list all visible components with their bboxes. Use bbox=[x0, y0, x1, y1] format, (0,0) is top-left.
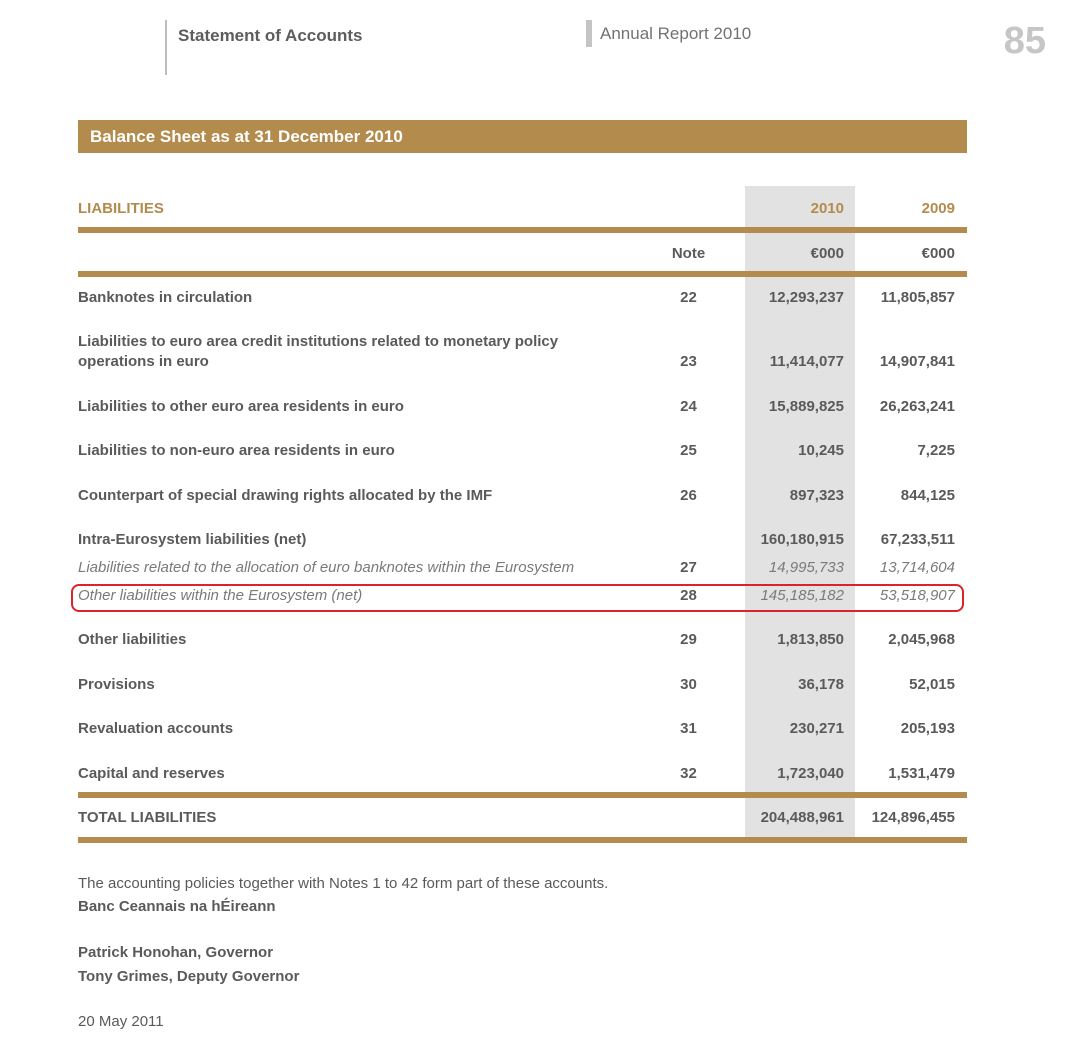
row-note: 32 bbox=[680, 765, 697, 782]
signatory-deputy-governor: Tony Grimes, Deputy Governor bbox=[78, 968, 300, 985]
row-value-2010: 897,323 bbox=[789, 487, 844, 504]
row-label: Capital and reserves bbox=[78, 765, 225, 782]
row-note: 23 bbox=[680, 353, 697, 370]
row-note: 31 bbox=[680, 720, 697, 737]
bank-name: Banc Ceannais na hÉireann bbox=[78, 898, 276, 915]
header-rule bbox=[78, 227, 967, 233]
unit-2010: €000 bbox=[810, 245, 844, 262]
sub-row-label: Other liabilities within the Eurosystem (net) bbox=[78, 587, 363, 604]
row-value-2010: 230,271 bbox=[789, 720, 844, 737]
total-label: TOTAL LIABILITIES bbox=[78, 809, 217, 826]
row-note: 22 bbox=[680, 289, 697, 306]
total-value-2009: 124,896,455 bbox=[871, 809, 955, 826]
row-value-2010: 1,723,040 bbox=[777, 765, 844, 782]
row-note: 25 bbox=[680, 442, 697, 459]
row-value-2009: 205,193 bbox=[900, 720, 955, 737]
row-value-2009: 14,907,841 bbox=[879, 353, 955, 370]
row-label-line2: operations in euro bbox=[78, 353, 209, 370]
report-title: Annual Report 2010 bbox=[600, 24, 752, 43]
row-label: Counterpart of special drawing rights allocated by the IMF bbox=[78, 487, 493, 504]
row-note: 24 bbox=[680, 398, 697, 415]
row-note: 28 bbox=[680, 587, 697, 604]
header-divider bbox=[165, 20, 167, 75]
year-2009-header: 2009 bbox=[921, 200, 955, 217]
header-marker bbox=[586, 20, 592, 47]
row-value-2009: 7,225 bbox=[917, 442, 955, 459]
row-value-2010: 145,185,182 bbox=[760, 587, 844, 604]
row-label: Provisions bbox=[78, 676, 155, 693]
row-value-2009: 11,805,857 bbox=[880, 289, 955, 306]
row-value-2010: 14,995,733 bbox=[768, 559, 844, 576]
row-value-2009: 52,015 bbox=[909, 676, 955, 693]
page-title: Balance Sheet as at 31 December 2010 bbox=[90, 127, 403, 146]
row-label: Banknotes in circulation bbox=[78, 289, 253, 306]
row-note: 26 bbox=[680, 487, 697, 504]
row-label: Intra-Eurosystem liabilities (net) bbox=[78, 531, 307, 548]
total-bottom-rule bbox=[78, 837, 967, 843]
year-2010-header: 2010 bbox=[810, 200, 844, 217]
section-title: Statement of Accounts bbox=[178, 26, 363, 45]
unit-2009: €000 bbox=[921, 245, 955, 262]
total-top-rule bbox=[78, 792, 967, 798]
row-value-2009: 1,531,479 bbox=[888, 765, 955, 782]
sub-row-label: Liabilities related to the allocation of euro banknotes within the Eurosystem bbox=[78, 559, 575, 576]
total-value-2010: 204,488,961 bbox=[760, 809, 844, 826]
row-note: 29 bbox=[680, 631, 697, 648]
liabilities-heading: LIABILITIES bbox=[78, 200, 164, 217]
page-number: 85 bbox=[1003, 20, 1046, 62]
row-label-line1: Liabilities to euro area credit institutions related to monetary policy bbox=[78, 333, 559, 350]
signature-date: 20 May 2011 bbox=[78, 1013, 164, 1030]
row-value-2009: 67,233,511 bbox=[880, 531, 955, 548]
row-label: Revaluation accounts bbox=[78, 720, 234, 737]
row-label: Other liabilities bbox=[78, 631, 187, 648]
row-value-2010: 10,245 bbox=[798, 442, 844, 459]
row-value-2010: 36,178 bbox=[798, 676, 844, 693]
row-value-2010: 160,180,915 bbox=[760, 531, 844, 548]
row-value-2010: 1,813,850 bbox=[777, 631, 844, 648]
accounting-policy-note: The accounting policies together with Notes 1 to 42 form part of these accounts. bbox=[78, 875, 609, 892]
row-note: 27 bbox=[680, 559, 697, 576]
row-value-2010: 12,293,237 bbox=[768, 289, 844, 306]
row-value-2009: 13,714,604 bbox=[879, 559, 955, 576]
row-value-2010: 15,889,825 bbox=[768, 398, 844, 415]
row-value-2009: 2,045,968 bbox=[888, 631, 955, 648]
row-value-2009: 26,263,241 bbox=[879, 398, 955, 415]
signatory-governor: Patrick Honohan, Governor bbox=[78, 944, 274, 961]
current-year-column-shade bbox=[745, 186, 855, 837]
note-column-header: Note bbox=[671, 245, 706, 262]
subheader-rule bbox=[78, 271, 967, 277]
row-note: 30 bbox=[680, 676, 697, 693]
row-value-2009: 53,518,907 bbox=[879, 587, 955, 604]
row-value-2010: 11,414,077 bbox=[769, 353, 844, 370]
row-label: Liabilities to non-euro area residents in euro bbox=[78, 442, 395, 459]
row-value-2009: 844,125 bbox=[900, 487, 955, 504]
row-label: Liabilities to other euro area residents in euro bbox=[78, 398, 404, 415]
